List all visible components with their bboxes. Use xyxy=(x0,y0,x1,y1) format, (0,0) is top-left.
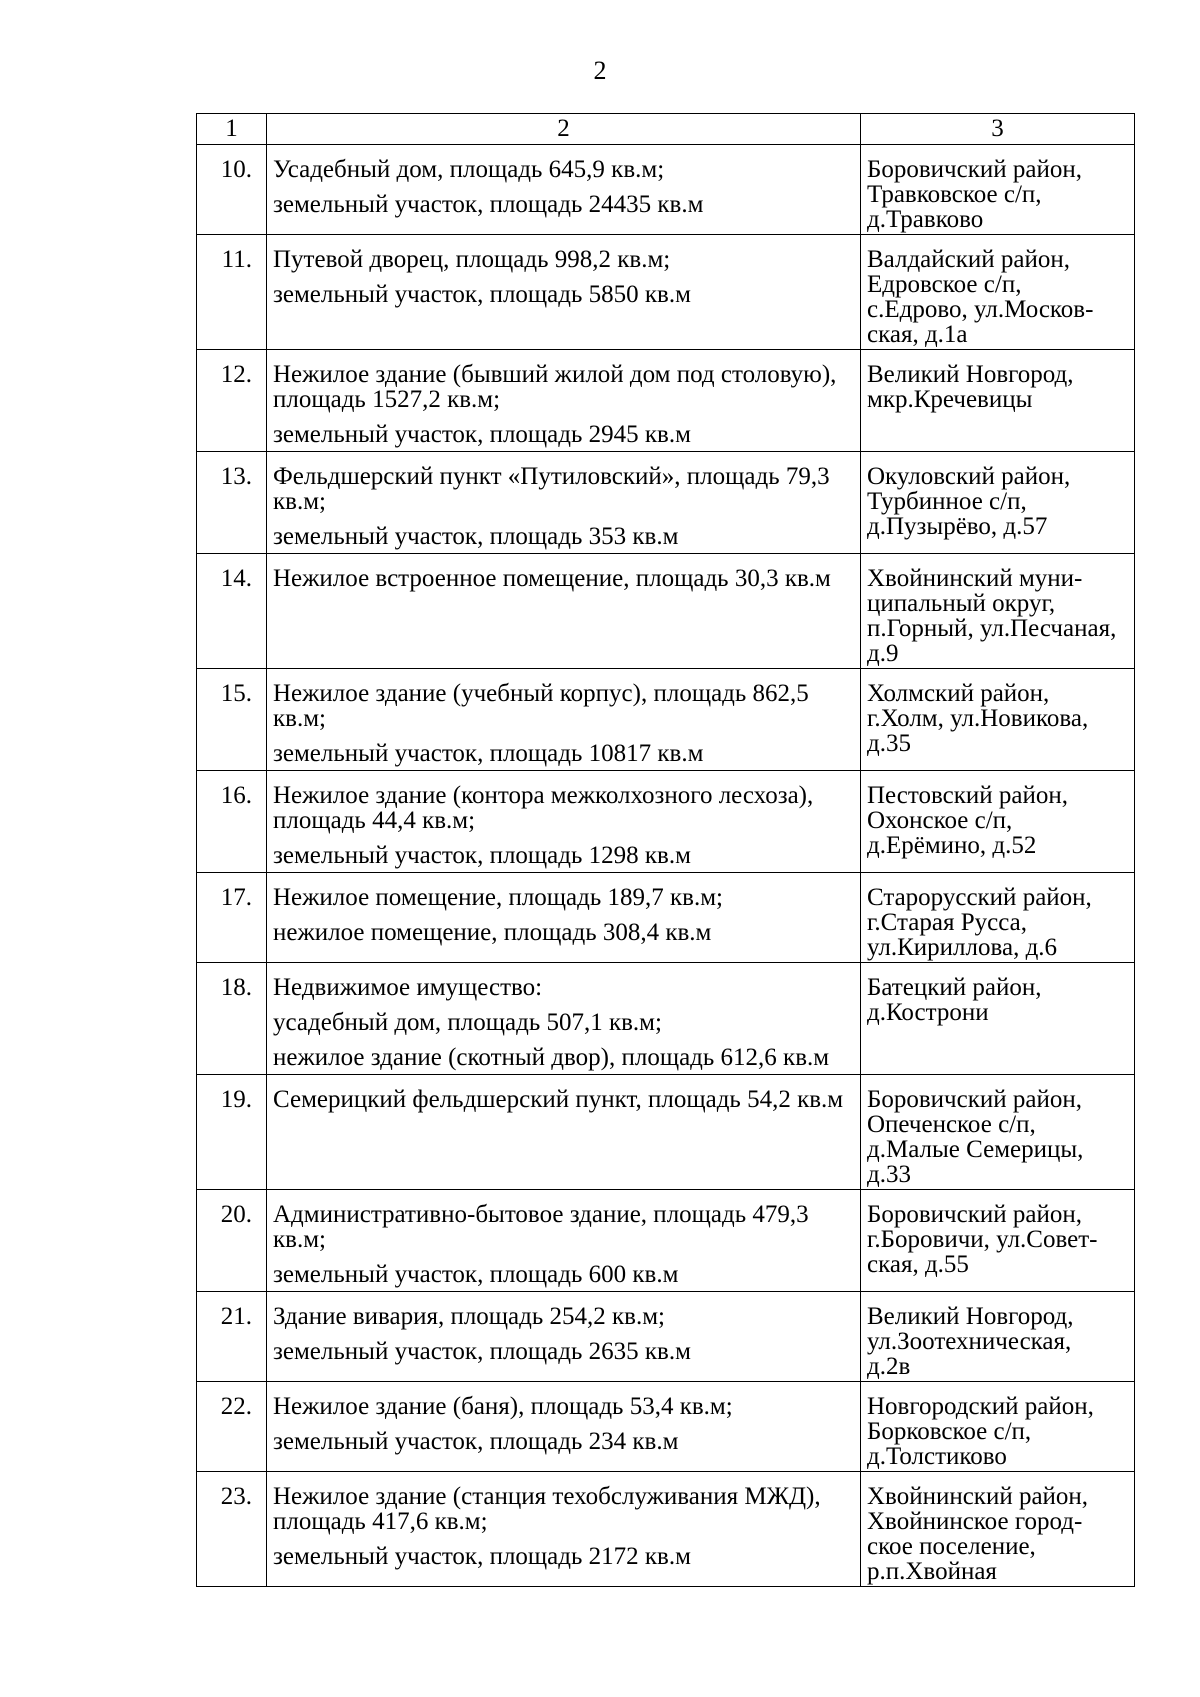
property-table xyxy=(196,113,1135,1587)
property-description xyxy=(267,1190,861,1292)
address-line: д.Кострони xyxy=(867,999,989,1026)
property-address xyxy=(861,452,1135,554)
page-number: 2 xyxy=(593,56,607,85)
address-line: д.33 xyxy=(867,1161,911,1188)
property-address xyxy=(861,963,1135,1075)
row-number: 22. xyxy=(197,1382,267,1472)
row-number: 19. xyxy=(197,1075,267,1190)
address-line: Валдайский район, xyxy=(867,246,1071,273)
address-line: д.Малые Семерицы, xyxy=(867,1136,1084,1163)
description-paragraph: земельный участок, площадь 234 кв.м xyxy=(273,1428,679,1455)
address-line: д.9 xyxy=(867,640,899,667)
table-row xyxy=(197,235,1135,350)
table-row xyxy=(197,145,1135,235)
row-number: 12. xyxy=(197,350,267,452)
property-description xyxy=(267,554,861,669)
property-description xyxy=(267,452,861,554)
property-description xyxy=(267,1382,861,1472)
property-description xyxy=(267,235,861,350)
address-line: Боровичский район, xyxy=(867,1086,1082,1113)
row-number: 14. xyxy=(197,554,267,669)
address-line: Хвойнинский муни- xyxy=(867,565,1083,592)
property-address xyxy=(861,669,1135,771)
description-paragraph: земельный участок, площадь 2635 кв.м xyxy=(273,1338,691,1365)
property-address xyxy=(861,554,1135,669)
address-line: Борковское с/п, xyxy=(867,1418,1032,1445)
table-row xyxy=(197,771,1135,873)
address-line: д.Толстиково xyxy=(867,1443,1007,1470)
address-line: ципальный округ, xyxy=(867,590,1056,617)
address-line: Опеченское с/п, xyxy=(867,1111,1036,1138)
table-row xyxy=(197,1472,1135,1587)
property-description xyxy=(267,873,861,963)
property-description xyxy=(267,669,861,771)
address-line: Пестовский район, xyxy=(867,782,1068,809)
address-line: р.п.Хвойная xyxy=(867,1558,997,1585)
description-paragraph: Семерицкий фельдшерский пункт, площадь 54,2 кв.м xyxy=(273,1086,844,1113)
address-line: д.35 xyxy=(867,730,911,757)
table-row xyxy=(197,873,1135,963)
description-paragraph: Нежилое встроенное помещение, площадь 30,3 кв.м xyxy=(273,565,831,592)
address-line: д.2в xyxy=(867,1353,911,1380)
property-address xyxy=(861,1292,1135,1382)
row-number: 20. xyxy=(197,1190,267,1292)
property-address xyxy=(861,1472,1135,1587)
table-header-row xyxy=(197,114,1135,145)
column-header: 1 xyxy=(197,114,267,145)
address-line: Окуловский район, xyxy=(867,463,1071,490)
table-row xyxy=(197,669,1135,771)
description-paragraph: Нежилое помещение, площадь 189,7 кв.м; xyxy=(273,884,723,911)
address-line: Новгородский район, xyxy=(867,1393,1094,1420)
row-number: 23. xyxy=(197,1472,267,1587)
description-paragraph: Здание вивария, площадь 254,2 кв.м; xyxy=(273,1303,665,1330)
address-line: ул.Кириллова, д.6 xyxy=(867,934,1058,961)
row-number: 11. xyxy=(197,235,267,350)
description-paragraph: земельный участок, площадь 600 кв.м xyxy=(273,1261,679,1288)
address-line: Хвойнинское город- xyxy=(867,1508,1083,1535)
table-row xyxy=(197,963,1135,1075)
address-line: Боровичский район, xyxy=(867,156,1082,183)
address-line: Великий Новгород, xyxy=(867,361,1074,388)
address-line: Боровичский район, xyxy=(867,1201,1082,1228)
property-address xyxy=(861,873,1135,963)
address-line: ул.Зоотехническая, xyxy=(867,1328,1072,1355)
description-paragraph: Нежилое здание (станция техобслуживания МЖД), площадь 417,6 кв.м; xyxy=(273,1483,821,1535)
description-paragraph: Административно-бытовое здание, площадь 479,3 кв.м; xyxy=(273,1201,809,1253)
address-line: Великий Новгород, xyxy=(867,1303,1074,1330)
address-line: Батецкий район, xyxy=(867,974,1042,1001)
property-address xyxy=(861,145,1135,235)
table-row xyxy=(197,452,1135,554)
row-number: 21. xyxy=(197,1292,267,1382)
address-line: ская, д.55 xyxy=(867,1251,969,1278)
description-paragraph: усадебный дом, площадь 507,1 кв.м; xyxy=(273,1009,662,1036)
property-address xyxy=(861,1190,1135,1292)
address-line: д.Ерёмино, д.52 xyxy=(867,832,1037,859)
address-line: ское поселение, xyxy=(867,1533,1036,1560)
column-header: 2 xyxy=(267,114,861,145)
description-paragraph: Нежилое здание (бывший жилой дом под столовую), площадь 1527,2 кв.м; xyxy=(273,361,837,413)
row-number: 15. xyxy=(197,669,267,771)
address-line: г.Старая Русса, xyxy=(867,909,1027,936)
description-paragraph: Нежилое здание (контора межколхозного лесхоза), площадь 44,4 кв.м; xyxy=(273,782,814,834)
table-row xyxy=(197,1075,1135,1190)
address-line: Едровское с/п, xyxy=(867,271,1022,298)
address-line: мкр.Кречевицы xyxy=(867,386,1033,413)
property-description xyxy=(267,145,861,235)
description-paragraph: земельный участок, площадь 353 кв.м xyxy=(273,523,679,550)
address-line: д.Пузырёво, д.57 xyxy=(867,513,1048,540)
description-paragraph: Фельдшерский пункт «Путиловский», площадь 79,3 кв.м; xyxy=(273,463,830,515)
description-paragraph: земельный участок, площадь 2172 кв.м xyxy=(273,1543,691,1570)
description-paragraph: Нежилое здание (баня), площадь 53,4 кв.м; xyxy=(273,1393,733,1420)
property-description xyxy=(267,1075,861,1190)
description-paragraph: Путевой дворец, площадь 998,2 кв.м; xyxy=(273,246,671,273)
property-address xyxy=(861,235,1135,350)
property-description xyxy=(267,350,861,452)
description-paragraph: земельный участок, площадь 10817 кв.м xyxy=(273,740,704,767)
row-number: 17. xyxy=(197,873,267,963)
address-line: с.Едрово, ул.Москов- xyxy=(867,296,1094,323)
address-line: г.Холм, ул.Новикова, xyxy=(867,705,1089,732)
row-number: 13. xyxy=(197,452,267,554)
description-paragraph: земельный участок, площадь 2945 кв.м xyxy=(273,421,691,448)
address-line: Хвойнинский район, xyxy=(867,1483,1089,1510)
property-description xyxy=(267,1292,861,1382)
description-paragraph: земельный участок, площадь 1298 кв.м xyxy=(273,842,691,869)
table-row xyxy=(197,554,1135,669)
address-line: Турбинное с/п, xyxy=(867,488,1027,515)
property-description xyxy=(267,771,861,873)
address-line: Травковское с/п, xyxy=(867,181,1042,208)
row-number: 10. xyxy=(197,145,267,235)
description-paragraph: земельный участок, площадь 5850 кв.м xyxy=(273,281,691,308)
description-paragraph: земельный участок, площадь 24435 кв.м xyxy=(273,191,704,218)
description-paragraph: Нежилое здание (учебный корпус), площадь 862,5 кв.м; xyxy=(273,680,809,732)
property-address xyxy=(861,771,1135,873)
table-row xyxy=(197,350,1135,452)
property-address xyxy=(861,1075,1135,1190)
description-paragraph: Недвижимое имущество: xyxy=(273,974,543,1001)
table-row xyxy=(197,1190,1135,1292)
address-line: п.Горный, ул.Песчаная, xyxy=(867,615,1117,642)
address-line: Старорусский район, xyxy=(867,884,1092,911)
address-line: ская, д.1а xyxy=(867,321,968,348)
row-number: 16. xyxy=(197,771,267,873)
property-description xyxy=(267,1472,861,1587)
address-line: д.Травково xyxy=(867,206,984,233)
address-line: Холмский район, xyxy=(867,680,1050,707)
property-address xyxy=(861,350,1135,452)
description-paragraph: нежилое помещение, площадь 308,4 кв.м xyxy=(273,919,712,946)
description-paragraph: нежилое здание (скотный двор), площадь 612,6 кв.м xyxy=(273,1044,830,1071)
description-paragraph: Усадебный дом, площадь 645,9 кв.м; xyxy=(273,156,665,183)
property-address xyxy=(861,1382,1135,1472)
address-line: Охонское с/п, xyxy=(867,807,1013,834)
table-row xyxy=(197,1382,1135,1472)
property-description xyxy=(267,963,861,1075)
address-line: г.Боровичи, ул.Совет- xyxy=(867,1226,1098,1253)
row-number: 18. xyxy=(197,963,267,1075)
column-header: 3 xyxy=(861,114,1135,145)
table-row xyxy=(197,1292,1135,1382)
